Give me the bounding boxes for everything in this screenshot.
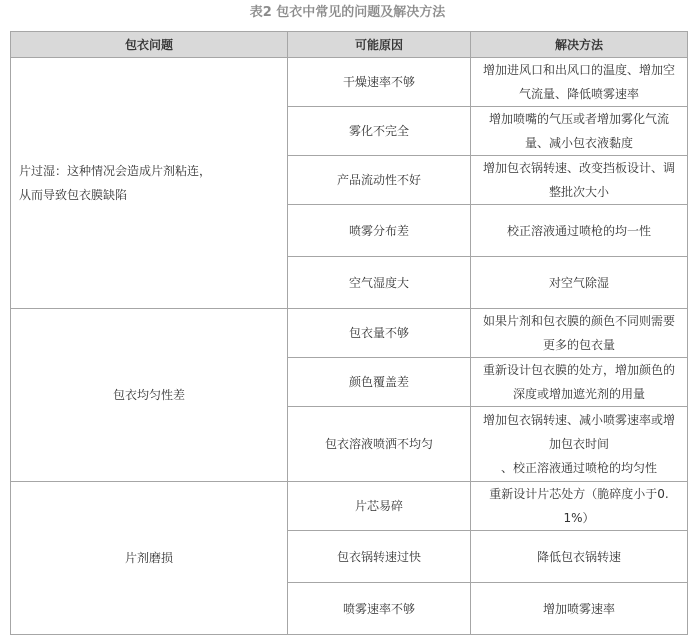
cause-cell: 包衣溶液喷洒不均匀: [288, 407, 471, 482]
header-solution: 解决方法: [471, 32, 688, 58]
cause-cell: 包衣锅转速过快: [288, 531, 471, 583]
cell-line: 增加包衣锅转速、减小喷雾速率或增: [482, 413, 675, 427]
cell-line: 重新设计片芯处方（脆碎度小于0.: [489, 487, 669, 501]
cause-cell: 空气湿度大: [288, 257, 471, 309]
table-row: [11, 58, 688, 107]
solution-cell: [471, 58, 688, 107]
cell-line: 量、减小包衣液黏度: [524, 136, 633, 150]
cell-line: 增加包衣锅转速、改变挡板设计、调: [482, 161, 675, 175]
problem-cell: [11, 482, 288, 635]
solution-cell: [471, 583, 688, 635]
cell-line: 1%）: [563, 511, 595, 525]
solution-cell: [471, 107, 688, 156]
solution-cell: [471, 482, 688, 531]
cause-cell: 片芯易碎: [288, 482, 471, 531]
cause-cell: 喷雾速率不够: [288, 583, 471, 635]
cell-line: 降低包衣锅转速: [536, 549, 621, 564]
solution-cell: [471, 358, 688, 407]
header-row: [11, 32, 688, 58]
cell-line: 如果片剂和包衣膜的颜色不同则需要: [482, 314, 675, 328]
header-cause: 可能原因: [288, 32, 471, 58]
cause-cell: 包衣量不够: [288, 309, 471, 358]
solution-cell: [471, 156, 688, 205]
problem-cell: [11, 309, 288, 482]
solution-cell: [471, 257, 688, 309]
cause-cell: 干燥速率不够: [288, 58, 471, 107]
cell-line: 校正溶液通过喷枪的均一性: [506, 223, 651, 238]
header-problem: 包衣问题: [11, 32, 288, 58]
cell-line: 片过湿：这种情况会造成片剂粘连，: [19, 164, 212, 178]
cause-cell: 产品流动性不好: [288, 156, 471, 205]
solution-cell: [471, 205, 688, 257]
cause-cell: 雾化不完全: [288, 107, 471, 156]
solution-cell: [471, 531, 688, 583]
cell-line: 从而导致包衣膜缺陷: [19, 188, 128, 202]
cell-line: 增加喷雾速率: [542, 601, 615, 616]
cell-line: 增加喷嘴的气压或者增加雾化气流: [488, 112, 669, 126]
cell-line: 包衣均匀性差: [112, 388, 185, 402]
table-row: [11, 309, 688, 358]
cell-line: 重新设计包衣膜的处方，增加颜色的: [482, 363, 675, 377]
cell-line: 气流量、降低喷雾速率: [518, 87, 639, 101]
cell-line: 片剂磨损: [124, 551, 173, 565]
solution-cell: [471, 407, 688, 482]
coating-problems-table: [10, 31, 688, 635]
cell-line: 加包衣时间: [548, 437, 609, 451]
solution-cell: [471, 309, 688, 358]
table-row: [11, 482, 688, 531]
cell-line: 增加进风口和出风口的温度、增加空: [482, 63, 675, 77]
cause-cell: 喷雾分布差: [288, 205, 471, 257]
cell-line: 深度或增加遮光剂的用量: [512, 387, 645, 401]
cell-line: 更多的包衣量: [542, 338, 615, 352]
cell-line: 对空气除湿: [548, 275, 609, 290]
problem-cell: [11, 58, 288, 309]
cell-line: 整批次大小: [548, 185, 609, 199]
cell-line: 、校正溶液通过喷枪的均匀性: [500, 461, 657, 475]
cause-cell: 颜色覆盖差: [288, 358, 471, 407]
table-caption: 表2 包衣中常见的问题及解决方法: [249, 5, 446, 20]
